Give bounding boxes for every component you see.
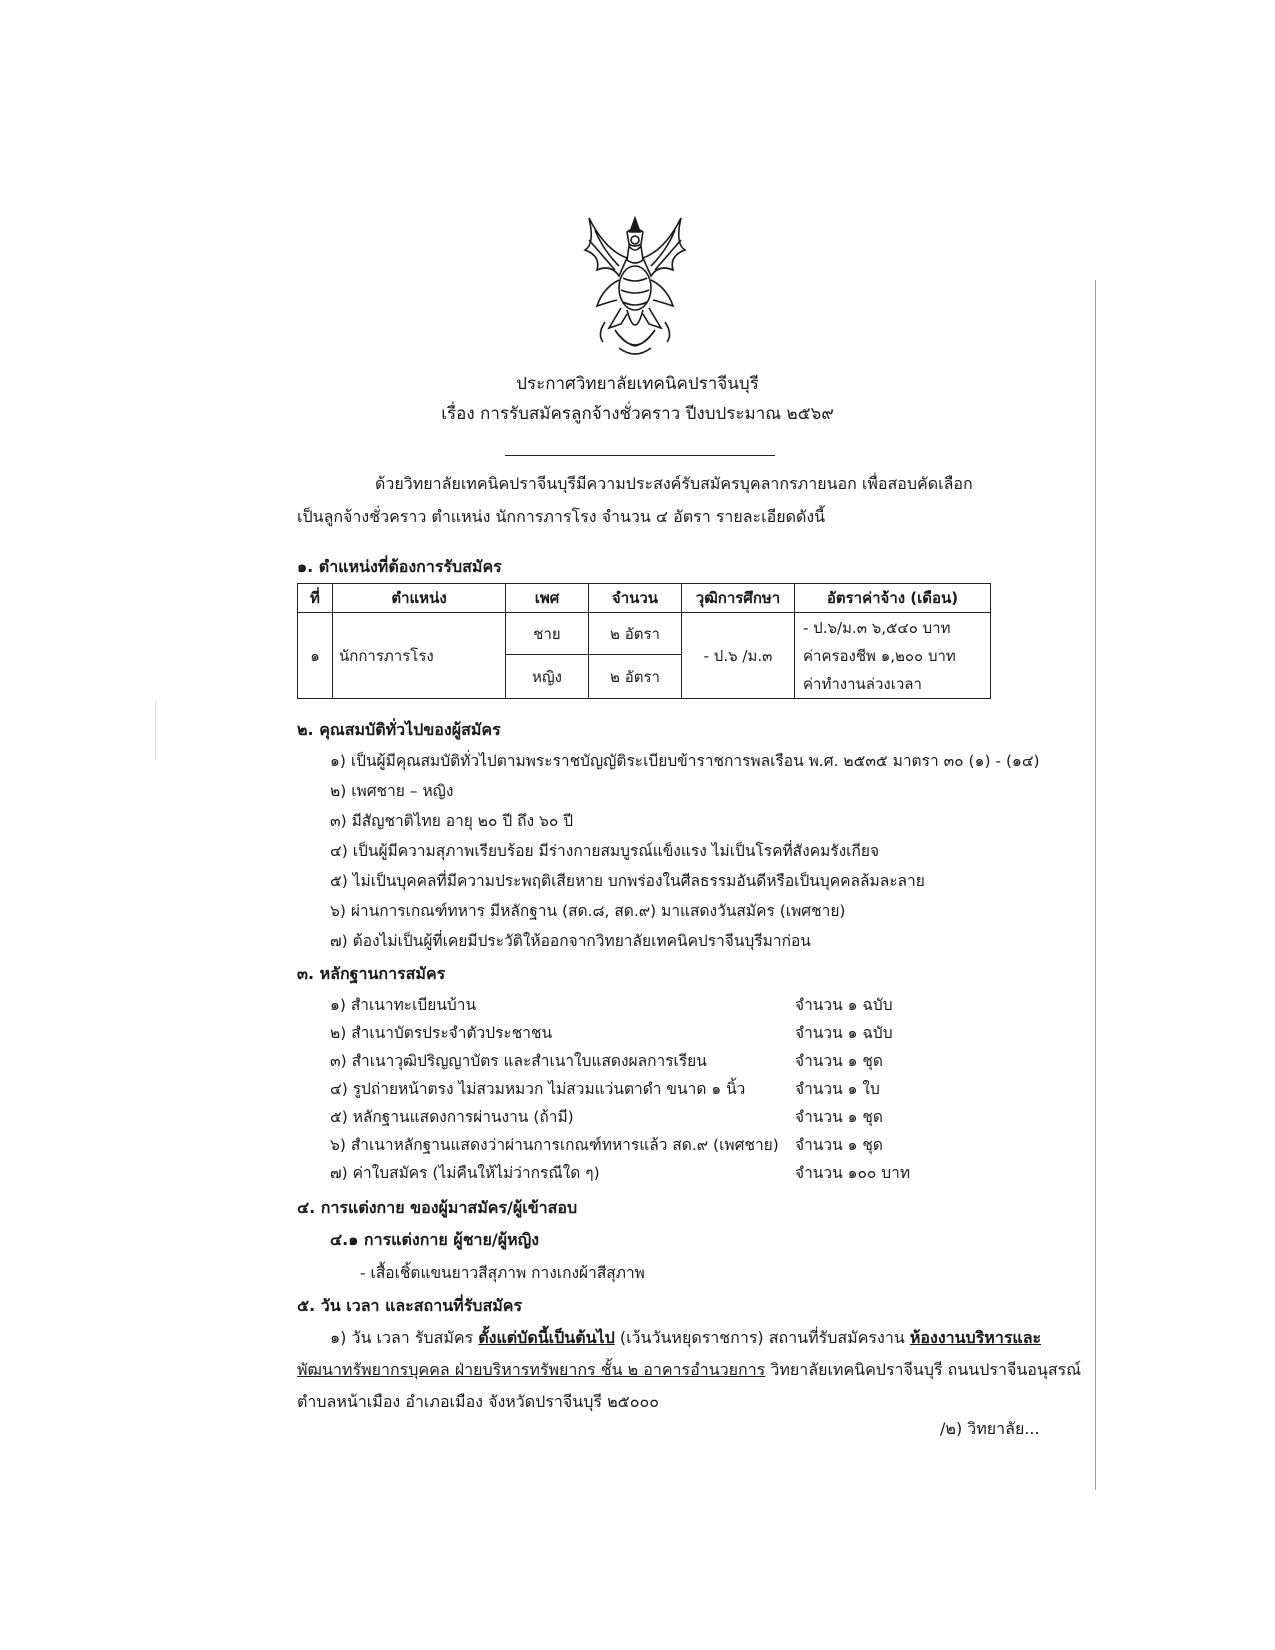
qualification-item: ๔) เป็นผู้มีความสุภาพเรียบร้อย มีร่างกายสมบูรณ์แข็งแรง ไม่เป็นโรคที่สังคมรังเกียจ (330, 842, 880, 860)
document-qty: จำนวน ๑ ชุด (795, 1136, 883, 1154)
qualification-item: ๑) เป็นผู้มีคุณสมบัติทั่วไปตามพระราชบัญญัติระเบียบข้าราชการพลเรือน พ.ศ. ๒๕๓๕ มาตรา ๓๐ (๑) - (๑๔) (330, 752, 1040, 770)
intro-line-1: ด้วยวิทยาลัยเทคนิคปราจีนบุรีมีความประสงค์รับสมัครบุคลากรภายนอก เพื่อสอบคัดเลือก (375, 474, 973, 493)
document-qty: จำนวน ๑ ใบ (795, 1080, 880, 1098)
wage-line-3: ค่าทำงานล่วงเวลา (803, 674, 922, 693)
wage-line-2: ค่าครองชีพ ๑,๒๐๐ บาท (803, 646, 956, 665)
cell-gender-male: ชาย (506, 613, 589, 655)
document-qty: จำนวน ๑ ฉบับ (795, 1024, 893, 1042)
header-wage: อัตราค่าจ้าง (เดือน) (795, 584, 991, 613)
schedule-location: พัฒนาทรัพยากรบุคคล ฝ่ายบริหารทรัพยากร ชั้น ๒ อาคารอำนวยการ (297, 1360, 766, 1379)
cell-wage (795, 613, 991, 699)
document-item: ๗) ค่าใบสมัคร (ไม่คืนให้ไม่ว่ากรณีใด ๆ) (330, 1164, 600, 1182)
cell-position: นักการภารโรง (333, 613, 506, 699)
document-qty: จำนวน ๑ ฉบับ (795, 996, 893, 1014)
cell-count-female: ๒ อัตรา (589, 655, 682, 699)
header-no: ที่ (298, 584, 333, 613)
document-qty: จำนวน ๑ ชุด (795, 1052, 883, 1070)
section-1-heading: ๑. ตำแหน่งที่ต้องการรับสมัคร (297, 557, 502, 576)
schedule-text: วิทยาลัยเทคนิคปราจีนบุรี ถนนปราจีนอนุสรณ์ (765, 1360, 1082, 1379)
document-item: ๖) สำเนาหลักฐานแสดงว่าผ่านการเกณฑ์ทหารแล้ว สด.๙ (เพศชาย) (330, 1136, 779, 1154)
header-gender: เพศ (506, 584, 589, 613)
schedule-text: (เว้นวันหยุดราชการ) สถานที่รับสมัครงาน (614, 1328, 910, 1347)
header-count: จำนวน (589, 584, 682, 613)
schedule-period: ตั้งแต่บัดนี้เป็นต้นไป (478, 1328, 615, 1347)
table-header-row (298, 584, 991, 613)
schedule-line-3: ตำบลหน้าเมือง อำเภอเมือง จังหวัดปราจีนบุรี ๒๕๐๐๐ (297, 1392, 660, 1411)
announcement-title: ประกาศวิทยาลัยเทคนิคปราจีนบุรี (516, 374, 759, 394)
continued-marker: /๒) วิทยาลัย... (940, 1419, 1040, 1438)
title-divider (505, 455, 775, 456)
section-5-heading: ๕. วัน เวลา และสถานที่รับสมัคร (297, 1296, 523, 1315)
document-item: ๓) สำเนาวุฒิปริญญาบัตร และสำเนาใบแสดงผลการเรียน (330, 1052, 707, 1070)
cell-count-male: ๒ อัตรา (589, 613, 682, 655)
schedule-location: ห้องงานบริหารและ (909, 1328, 1042, 1347)
qualification-item: ๕) ไม่เป็นบุคคลที่มีความประพฤติเสียหาย บกพร่องในศีลธรรมอันดีหรือเป็นบุคคลล้มละลาย (330, 872, 925, 890)
header-position: ตำแหน่ง (333, 584, 506, 613)
section-2-heading: ๒. คุณสมบัติทั่วไปของผู้สมัคร (297, 720, 501, 739)
section-3-heading: ๓. หลักฐานการสมัคร (297, 964, 446, 983)
cell-education: - ป.๖ /ม.๓ (682, 613, 795, 699)
section-4-subheading: ๔.๑ การแต่งกาย ผู้ชาย/ผู้หญิง (330, 1230, 540, 1249)
intro-line-2: เป็นลูกจ้างชั่วคราว ตำแหน่ง นักการภารโรง จำนวน ๔ อัตรา รายละเอียดดังนี้ (297, 507, 826, 526)
document-item: ๑) สำเนาทะเบียนบ้าน (330, 996, 477, 1014)
table-row (298, 613, 991, 655)
wage-line-1: - ป.๖/ม.๓ ๖,๕๔๐ บาท (803, 618, 951, 637)
header-education: วุฒิการศึกษา (682, 584, 795, 613)
cell-no: ๑ (298, 613, 333, 699)
scan-edge-line (1095, 280, 1096, 1490)
schedule-line-1 (330, 1326, 1041, 1351)
garuda-emblem-icon (575, 210, 695, 370)
schedule-line-2 (297, 1358, 1081, 1383)
document-qty: จำนวน ๑๐๐ บาท (795, 1164, 911, 1182)
qualification-item: ๗) ต้องไม่เป็นผู้ที่เคยมีประวัติให้ออกจากวิทยาลัยเทคนิคปราจีนบุรีมาก่อน (330, 932, 811, 950)
cell-gender-female: หญิง (506, 655, 589, 699)
document-item: ๔) รูปถ่ายหน้าตรง ไม่สวมหมวก ไม่สวมแว่นตาดำ ขนาด ๑ นิ้ว (330, 1080, 746, 1098)
position-table (297, 583, 991, 699)
qualification-item: ๖) ผ่านการเกณฑ์ทหาร มีหลักฐาน (สด.๘, สด.๙) มาแสดงวันสมัคร (เพศชาย) (330, 902, 846, 920)
announcement-subject: เรื่อง การรับสมัครลูกจ้างชั่วคราว ปีงบประมาณ ๒๕๖๙ (441, 404, 834, 424)
qualification-item: ๒) เพศชาย – หญิง (330, 782, 454, 800)
schedule-text: ๑) วัน เวลา รับสมัคร (330, 1328, 479, 1347)
document-qty: จำนวน ๑ ชุด (795, 1108, 883, 1126)
scan-margin-mark (155, 700, 156, 760)
dress-code-detail: - เสื้อเชิ้ตแขนยาวสีสุภาพ กางเกงผ้าสีสุภาพ (360, 1264, 645, 1282)
qualification-item: ๓) มีสัญชาติไทย อายุ ๒๐ ปี ถึง ๖๐ ปี (330, 812, 574, 830)
section-4-heading: ๔. การแต่งกาย ของผู้มาสมัคร/ผู้เข้าสอบ (297, 1198, 578, 1217)
document-item: ๒) สำเนาบัตรประจำตัวประชาชน (330, 1024, 553, 1042)
document-item: ๕) หลักฐานแสดงการผ่านงาน (ถ้ามี) (330, 1108, 574, 1126)
